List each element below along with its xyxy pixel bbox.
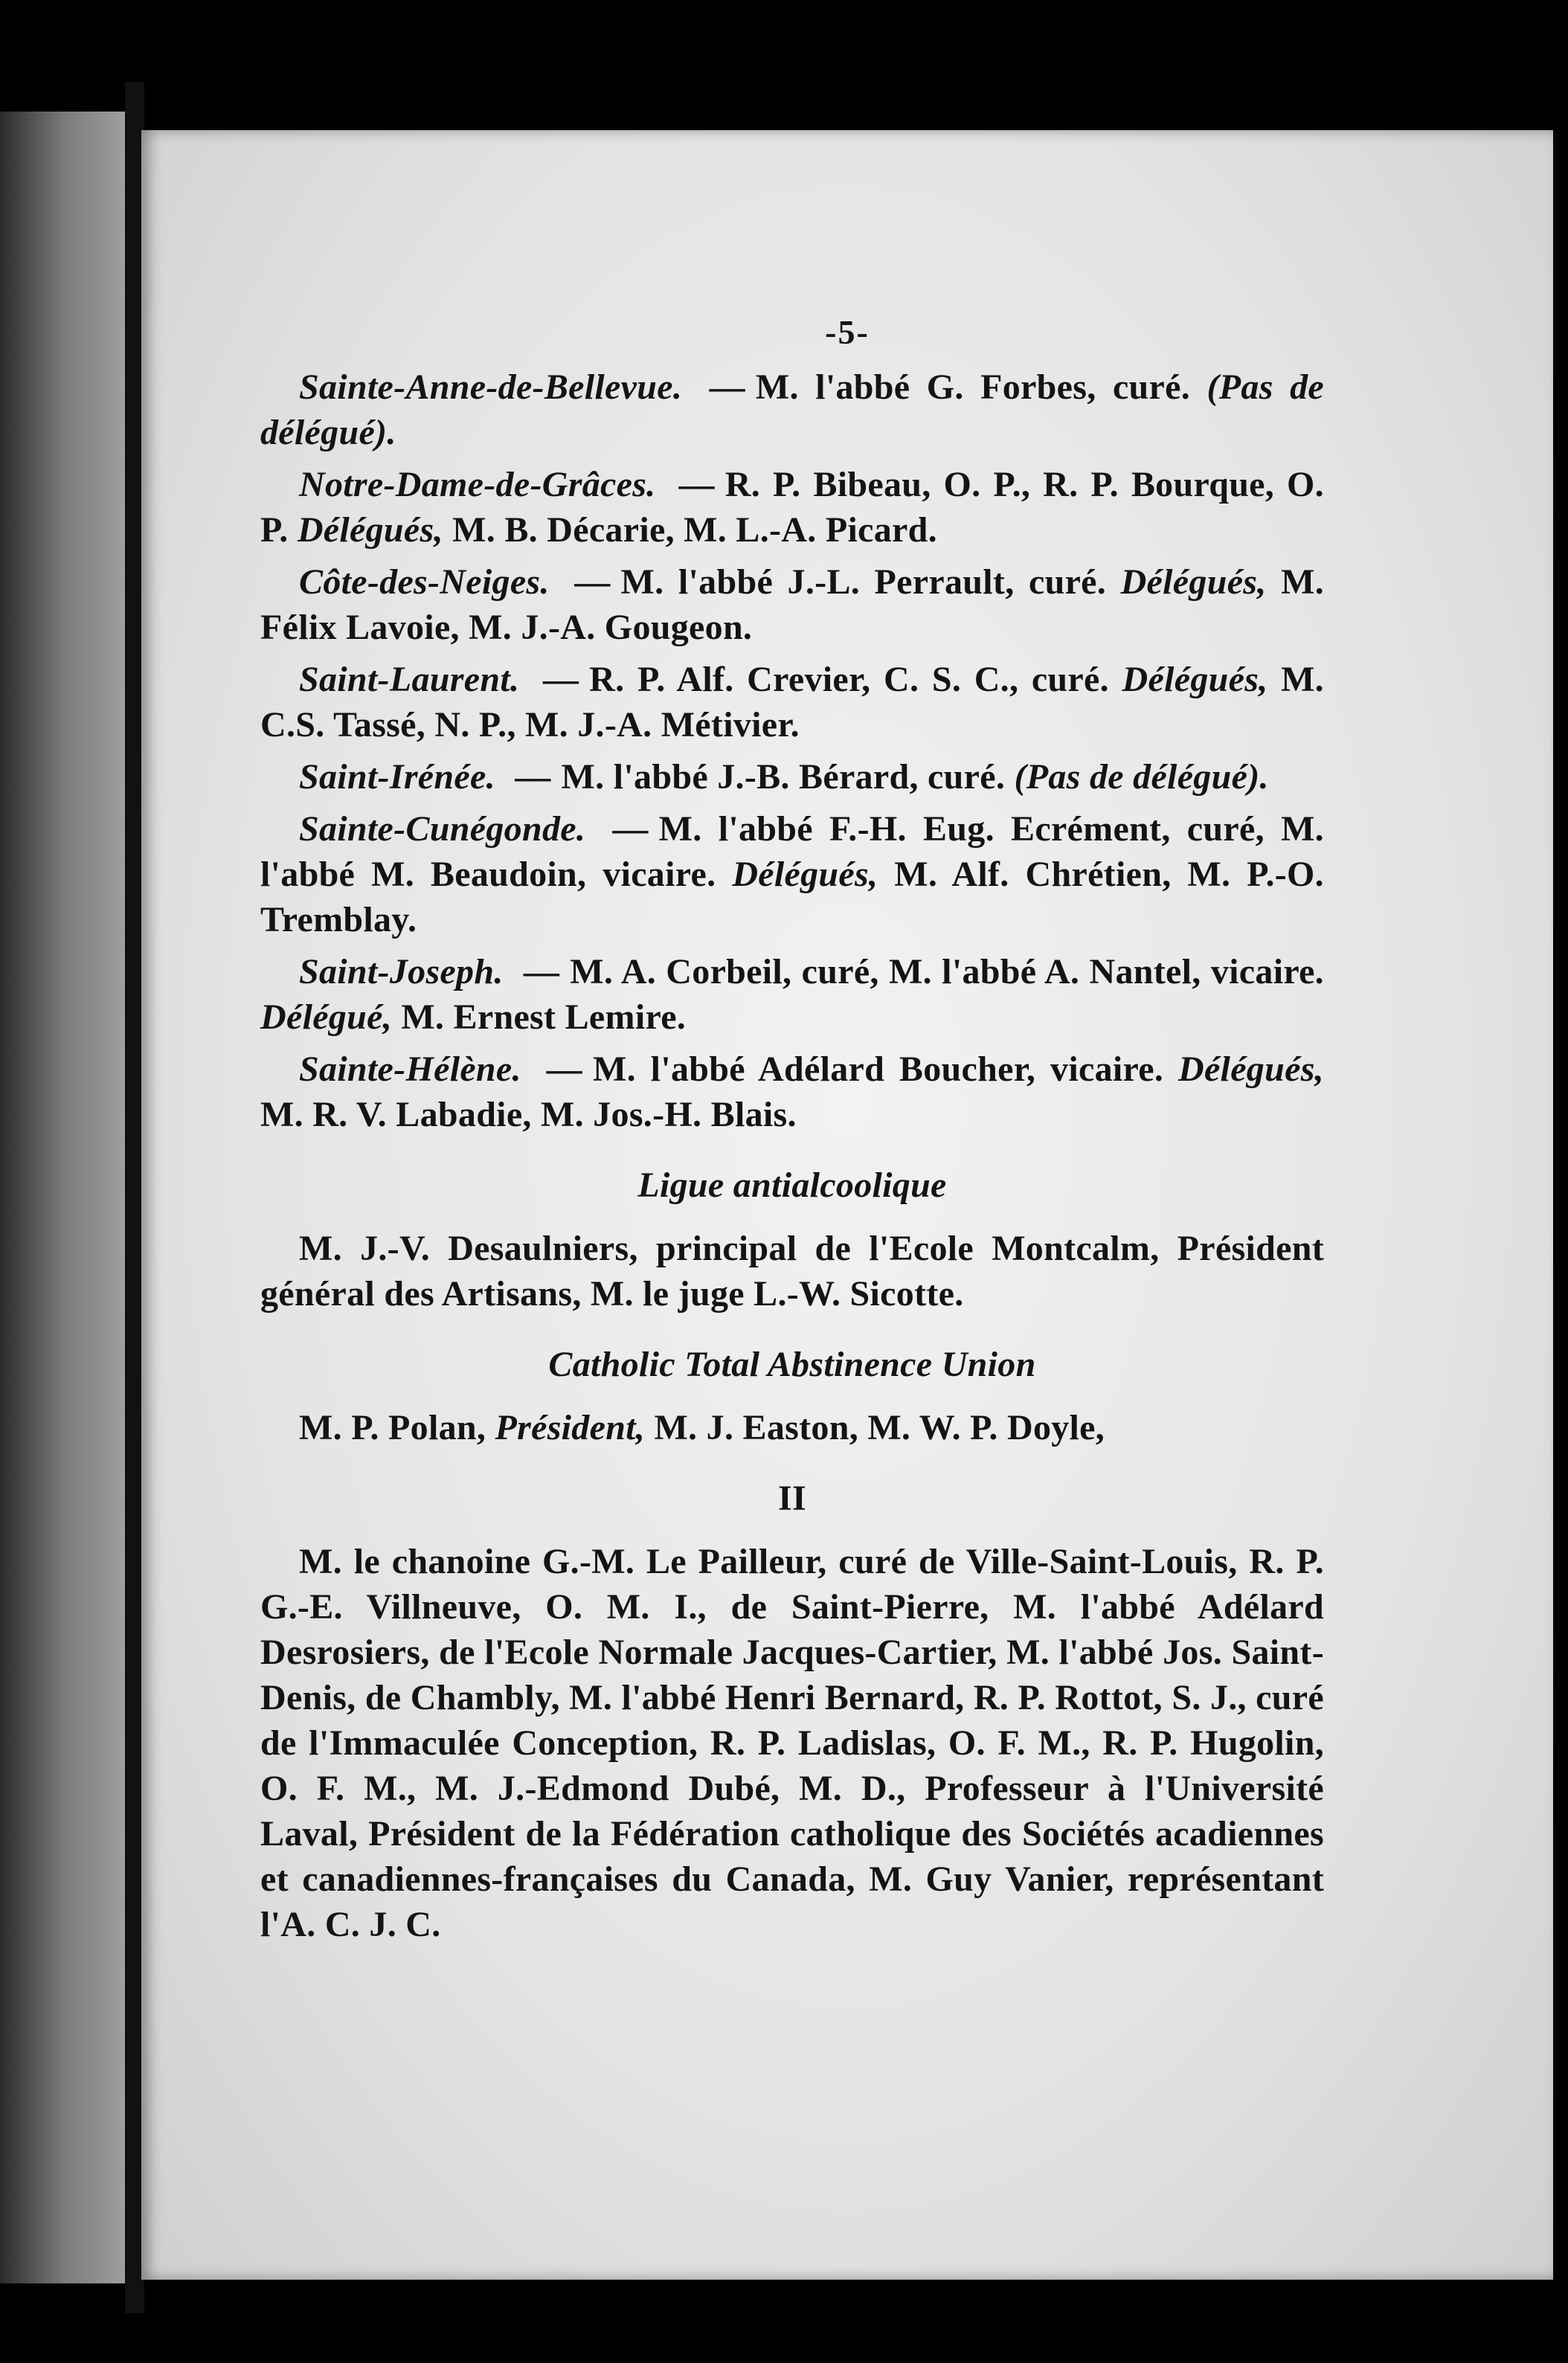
parish-clergy: M. l'abbé F.-H. Eug. Ecrément, curé, M. l'abbé M. Beaudoin, vicaire. (260, 809, 1324, 894)
parish-entry (260, 657, 1324, 748)
em-dash: — (574, 562, 611, 602)
parish-name: Notre-Dame-de-Grâces. (299, 465, 656, 504)
parish-name: Côte-des-Neiges. (299, 562, 550, 602)
delegate-label: Délégués, (732, 855, 878, 894)
em-dash: — (709, 367, 745, 407)
parish-delegates: M. Ernest Lemire. (401, 997, 687, 1037)
parish-entry (260, 559, 1324, 650)
union-before: M. P. Polan, (299, 1408, 486, 1447)
em-dash: — (523, 952, 560, 991)
em-dash: — (612, 809, 649, 849)
parish-clergy: M. l'abbé G. Forbes, curé. (755, 367, 1191, 407)
parish-entry (260, 1047, 1324, 1137)
parish-clergy: M. l'abbé Adélard Boucher, vicaire. (592, 1049, 1164, 1089)
section-numeral: II (778, 1479, 806, 1518)
parish-name: Sainte-Cunégonde. (299, 809, 586, 849)
union-paragraph (260, 1405, 1324, 1450)
section-two-paragraph: M. le chanoine G.-M. Le Pailleur, curé de Ville-Saint-Louis, R. P. G.-E. Villneuve, O. M. I., de Saint-Pierre, M. l'abbé Adélard Desrosiers, de l'Ecole Normale Jacques-Cartier, M. l'abbé Jos. Saint-Denis, de Chambly, M. l'abbé Henri Bernard, R. P. Rottot, S. J., curé de l'Immaculée Conception, R. P. Ladislas, O. F. M., R. P. Hugolin, O. F. M., M. J.-Edmond Dubé, M. D., Professeur à l'Université Laval, Président de la Fédération catholique des Sociétés acadiennes et canadiennes-françaises du Canada, M. Guy Vanier, représentant l'A. C. J. C. (260, 1542, 1324, 1944)
parish-clergy: R. P. Alf. Crevier, C. S. C., curé. (589, 660, 1109, 699)
em-dash: — (546, 1049, 582, 1089)
page-content (260, 364, 1324, 1953)
parish-clergy: M. l'abbé J.-B. Bérard, curé. (561, 757, 1006, 797)
parish-clergy: R. P. Bibeau, O. P., R. P. Bourque, O. P. (260, 465, 1324, 550)
ligue-paragraph: M. J.-V. Desaulniers, principal de l'Ecole Montcalm, Président général des Artisans, M. le juge L.-W. Sicotte. (260, 1229, 1324, 1314)
parish-name: Sainte-Anne-de-Bellevue. (299, 367, 683, 407)
parish-list (260, 364, 1324, 1137)
parish-note: (Pas de délégué). (260, 367, 1324, 452)
parish-entry (260, 364, 1324, 455)
delegate-label: Délégué, (260, 997, 393, 1037)
parish-clergy: M. l'abbé J.-L. Perrault, curé. (620, 562, 1107, 602)
parish-name: Saint-Laurent. (299, 660, 520, 699)
union-title: Président, (495, 1408, 646, 1447)
parish-name: Saint-Joseph. (299, 952, 504, 991)
parish-delegates: M. C.S. Tassé, N. P., M. J.-A. Métivier. (260, 660, 1324, 745)
delegate-label: Délégués, (1120, 562, 1267, 602)
parish-delegates: M. Félix Lavoie, M. J.-A. Gougeon. (260, 562, 1324, 647)
em-dash: — (678, 465, 715, 504)
parish-entry (260, 806, 1324, 942)
book-page (141, 130, 1553, 2280)
page-number: -5- (825, 313, 870, 351)
delegate-label: Délégués, (1177, 1049, 1324, 1089)
parish-delegates: M. B. Décarie, M. L.-A. Picard. (452, 510, 937, 550)
parish-name: Saint-Irénée. (299, 757, 495, 797)
parish-note: (Pas de délégué). (1014, 757, 1269, 797)
parish-entry (260, 462, 1324, 553)
parish-entry (260, 949, 1324, 1040)
parish-delegates: M. R. V. Labadie, M. Jos.-H. Blais. (260, 1095, 797, 1134)
delegate-label: Délégués, (297, 510, 443, 550)
parish-name: Sainte-Hélène. (299, 1049, 521, 1089)
parish-entry (260, 754, 1324, 800)
parish-delegates: M. Alf. Chrétien, M. P.-O. Tremblay. (260, 855, 1324, 939)
delegate-label: Délégués, (1122, 660, 1268, 699)
union-heading: Catholic Total Abstinence Union (548, 1345, 1036, 1384)
em-dash: — (542, 660, 579, 699)
em-dash: — (515, 757, 551, 797)
facing-page-edge (0, 112, 141, 2283)
ligue-heading: Ligue antialcoolique (637, 1166, 947, 1205)
parish-clergy: M. A. Corbeil, curé, M. l'abbé A. Nantel, vicaire. (570, 952, 1324, 991)
union-after: M. J. Easton, M. W. P. Doyle, (654, 1408, 1105, 1447)
